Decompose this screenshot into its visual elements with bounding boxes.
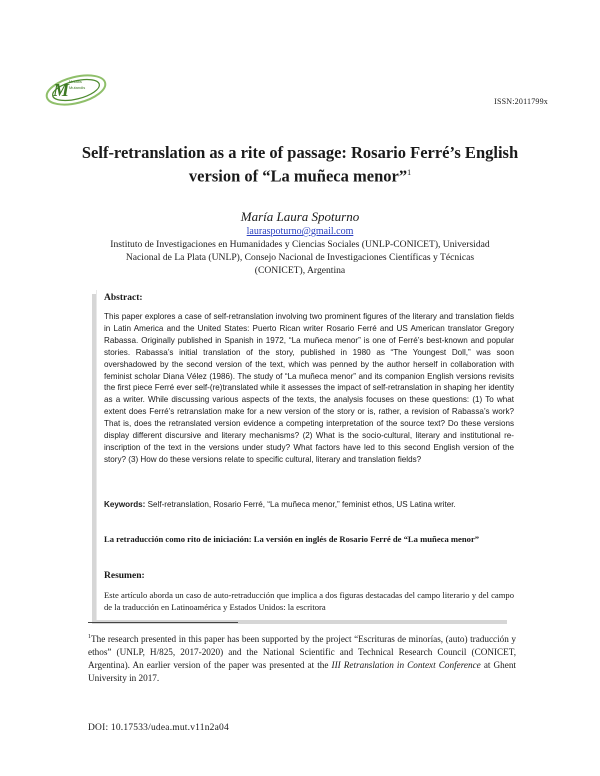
doi-label[interactable]: DOI: 10.17533/udea.mut.v11n2a04 bbox=[88, 723, 229, 733]
keywords-label: Keywords: bbox=[104, 500, 146, 509]
svg-text:M: M bbox=[53, 80, 70, 100]
title-footnote-mark[interactable]: 1 bbox=[407, 168, 412, 177]
title-line-1: Self-retranslation as a rite of passage: Rosario Ferré’s English bbox=[81, 143, 519, 162]
author-affiliation bbox=[90, 238, 510, 277]
footnote-divider bbox=[88, 622, 238, 623]
abstract-heading: Abstract: bbox=[104, 293, 143, 303]
resumen-body: Este artículo aborda un caso de auto-retraducción que implica a dos figuras destacadas del campo literario y del campo de la traducción en Latinoamérica y Estados Unidos: la escritora bbox=[104, 590, 514, 612]
article-title bbox=[70, 143, 530, 187]
author-name: María Laura Spoturno bbox=[240, 209, 360, 224]
footnote-mark: 1 bbox=[88, 634, 91, 640]
resumen-heading: Resumen: bbox=[104, 571, 145, 581]
keywords bbox=[104, 499, 514, 511]
spanish-title: La retraducción como rito de iniciación: La versión en inglés de Rosario Ferré de “La muñeca menor” bbox=[104, 534, 480, 544]
journal-logo bbox=[40, 64, 112, 112]
affiliation-line-3: (CONICET), Argentina bbox=[254, 265, 346, 276]
logo-text-line1: Mutatis bbox=[69, 79, 82, 84]
logo-text-line2: Mutandis bbox=[69, 85, 86, 90]
keywords-text: Self-retranslation, Rosario Ferré, “La muñeca menor,” feminist ethos, US Latina writer. bbox=[147, 500, 456, 509]
abstract-body: This paper explores a case of self-retranslation involving two prominent figures of the literary and translation fields in Latin America and the United States: Puerto Rican writer Rosario Ferré and US American translator Gregory Rabassa. Originally published in Spanish in 1972, “La muñeca menor” is one of Ferré’s best-known and popular stories. Rabassa’s initial translation of the story, published in 1980 as “The Youngest Doll,” was soon overshadowed by the second version of the text, which was penned by the author herself in collaboration with feminist scholar Diana Vélez (1986). The study of “La muñeca menor” and its companion English versions revisits the first piece Ferré ever self-(re)translated while it assesses the impact of self-retranslation in shaping her identity as a writer. While discussing various aspects of the texts, the analysis focuses on these questions: (1) To what extent does Ferré’s retranslation make for a new version of the story or is, rather, a revision of Rabassa’s work? That is, does the retranslated version evidence a competing interpretation of the source text? Do these versions display different discursive and literary mechanisms? (2) What is the socio-cultural, literary and institutional re-inscription of the text in the versions under study? What factors have led to this second English version of the story? (3) How do these versions relate to specific cultural, literary and translation fields? bbox=[104, 312, 514, 464]
footnote bbox=[88, 631, 516, 685]
author-email-link[interactable]: lauraspoturno@gmail.com bbox=[246, 226, 354, 237]
footnote-text-before: The research presented in this paper has been supported by the project “Escrituras de minorías, (auto) traducción y ethos” (UNLP, H/825, 2017-2020) and the National Scientific and Technical Research Council (CONICET, Argentina). An earlier version of the paper was presented at the bbox=[88, 634, 516, 671]
footnote-conference-name: III Retranslation in Context Conference bbox=[331, 660, 481, 671]
affiliation-line-1: Instituto de Investigaciones en Humanidades y Ciencias Sociales (UNLP-CONICET), Universidad bbox=[110, 239, 490, 250]
affiliation-line-2: Nacional de La Plata (UNLP), Consejo Nacional de Investigaciones Científicas y Técnicas bbox=[125, 252, 475, 263]
footnote-text-after: at Ghent University in 2017. bbox=[88, 660, 516, 684]
title-line-2: version of “La muñeca menor” bbox=[188, 166, 408, 186]
issn-label: ISSN:2011799x bbox=[494, 97, 548, 106]
